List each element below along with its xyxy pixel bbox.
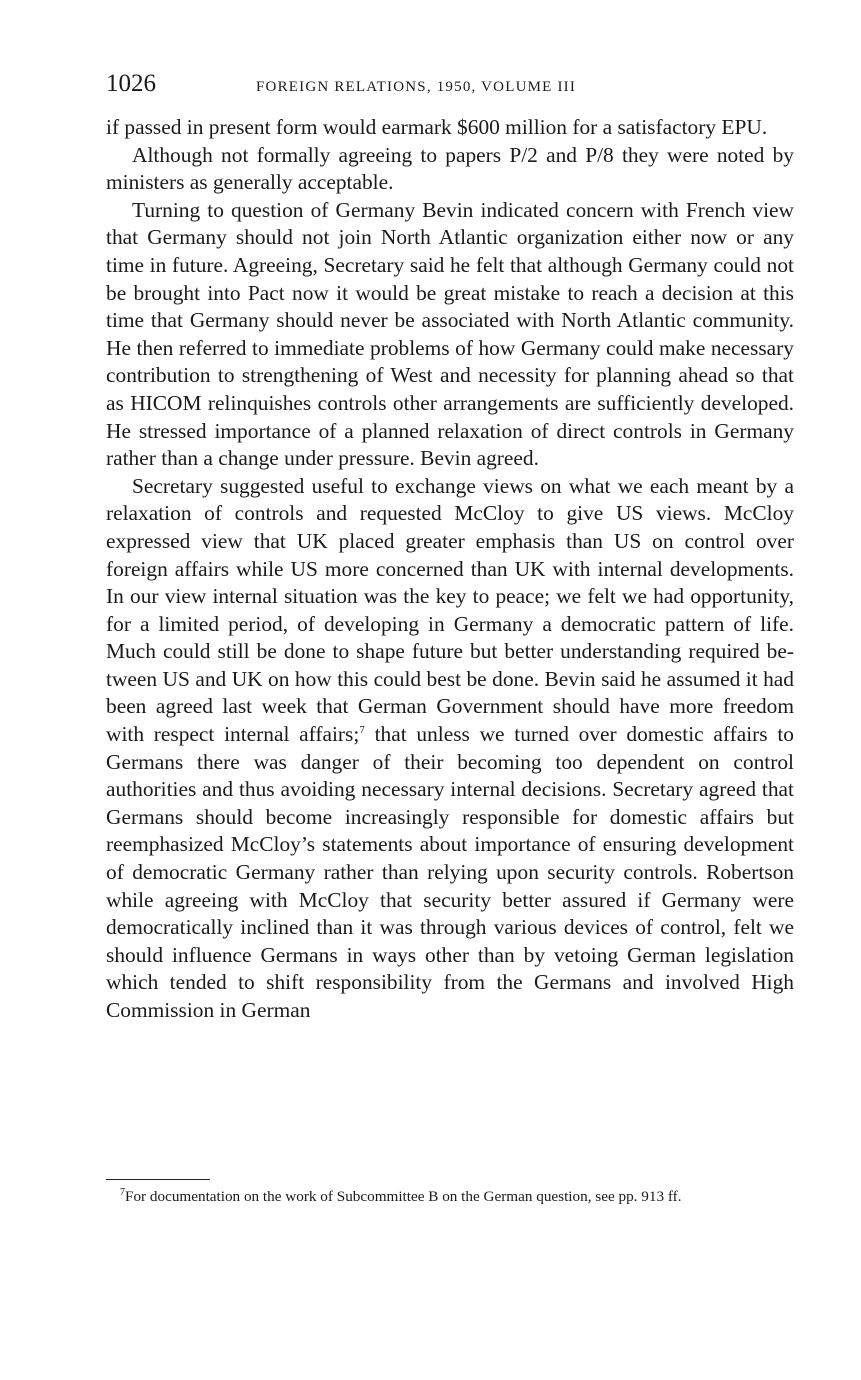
body-text	[106, 114, 794, 1025]
paragraph-text-before-note: Secretary suggested useful to exchange views on what we each meant by a relaxation of controls and requested McCloy to give US views. McCloy expressed view that UK placed greater emphasis than US on control over foreign affairs while US more concerned than UK with internal developments. In our view internal situation was the key to peace; we felt we had opportunity, for a limited period, of developing in Germany a democratic pattern of life. Much could still be done to shape future but better understanding required between US and UK on how this could best be done. Bevin said he assumed it had been agreed last week that German Government should have more freedom with respect internal affairs;	[106, 473, 794, 747]
footnote-text: For documentation on the work of Subcommittee B on the German question, see pp. 913 ff.	[125, 1188, 682, 1205]
footnote-divider	[106, 1179, 210, 1180]
footnote-reference: 7	[359, 723, 365, 736]
paragraph-text-after-note: that unless we turned over domestic affairs to Germans there was danger of their becoming too dependent on control authorities and thus avoiding necessary internal decisions. Secretary agreed that Germans should become increasingly responsible for domestic affairs but reemphasized McCloy’s statements about importance of ensuring development of democratic Germany rather than relying upon security controls. Robertson while agreeing with McCloy that security better assured if Germany were democratically inclined than it was through various devices of control, felt we should influence Germans in ways other than by vetoing German legislation which tended to shift responsibility from the Germans and involved High Commission in German	[106, 722, 794, 1022]
paragraph-continuation: if passed in present form would earmark $600 million for a satisfactory EPU.	[106, 115, 768, 139]
running-title: FOREIGN RELATIONS, 1950, VOLUME III	[256, 79, 577, 95]
paragraph-relaxation-of-controls	[106, 473, 794, 1025]
paragraph-germany-question: Turning to question of Germany Bevin indicated concern with French view that Germany should not join North Atlantic organization either now or any time in future. Agreeing, Secretary said he felt that although Germany could not be brought into Pact now it would be great mistake to reach a decision at this time that Germany should never be associated with North Atlantic community. He then referred to immediate problems of how Germany could make necessary contribution to strengthening of West and necessity for planning ahead so that as HICOM relinquishes controls other arrangements are sufficiently developed. He stressed importance of a planned relaxation of direct controls in Germany rather than a change under pressure. Bevin agreed.	[106, 197, 794, 471]
page-number: 1026	[106, 70, 156, 97]
footnote	[106, 1188, 792, 1206]
paragraph-papers: Although not formally agreeing to papers P/2 and P/8 they were noted by ministers as generally acceptable.	[106, 142, 794, 195]
running-head	[106, 70, 794, 104]
page	[106, 70, 794, 1025]
footnote-number: 7	[120, 1186, 125, 1198]
